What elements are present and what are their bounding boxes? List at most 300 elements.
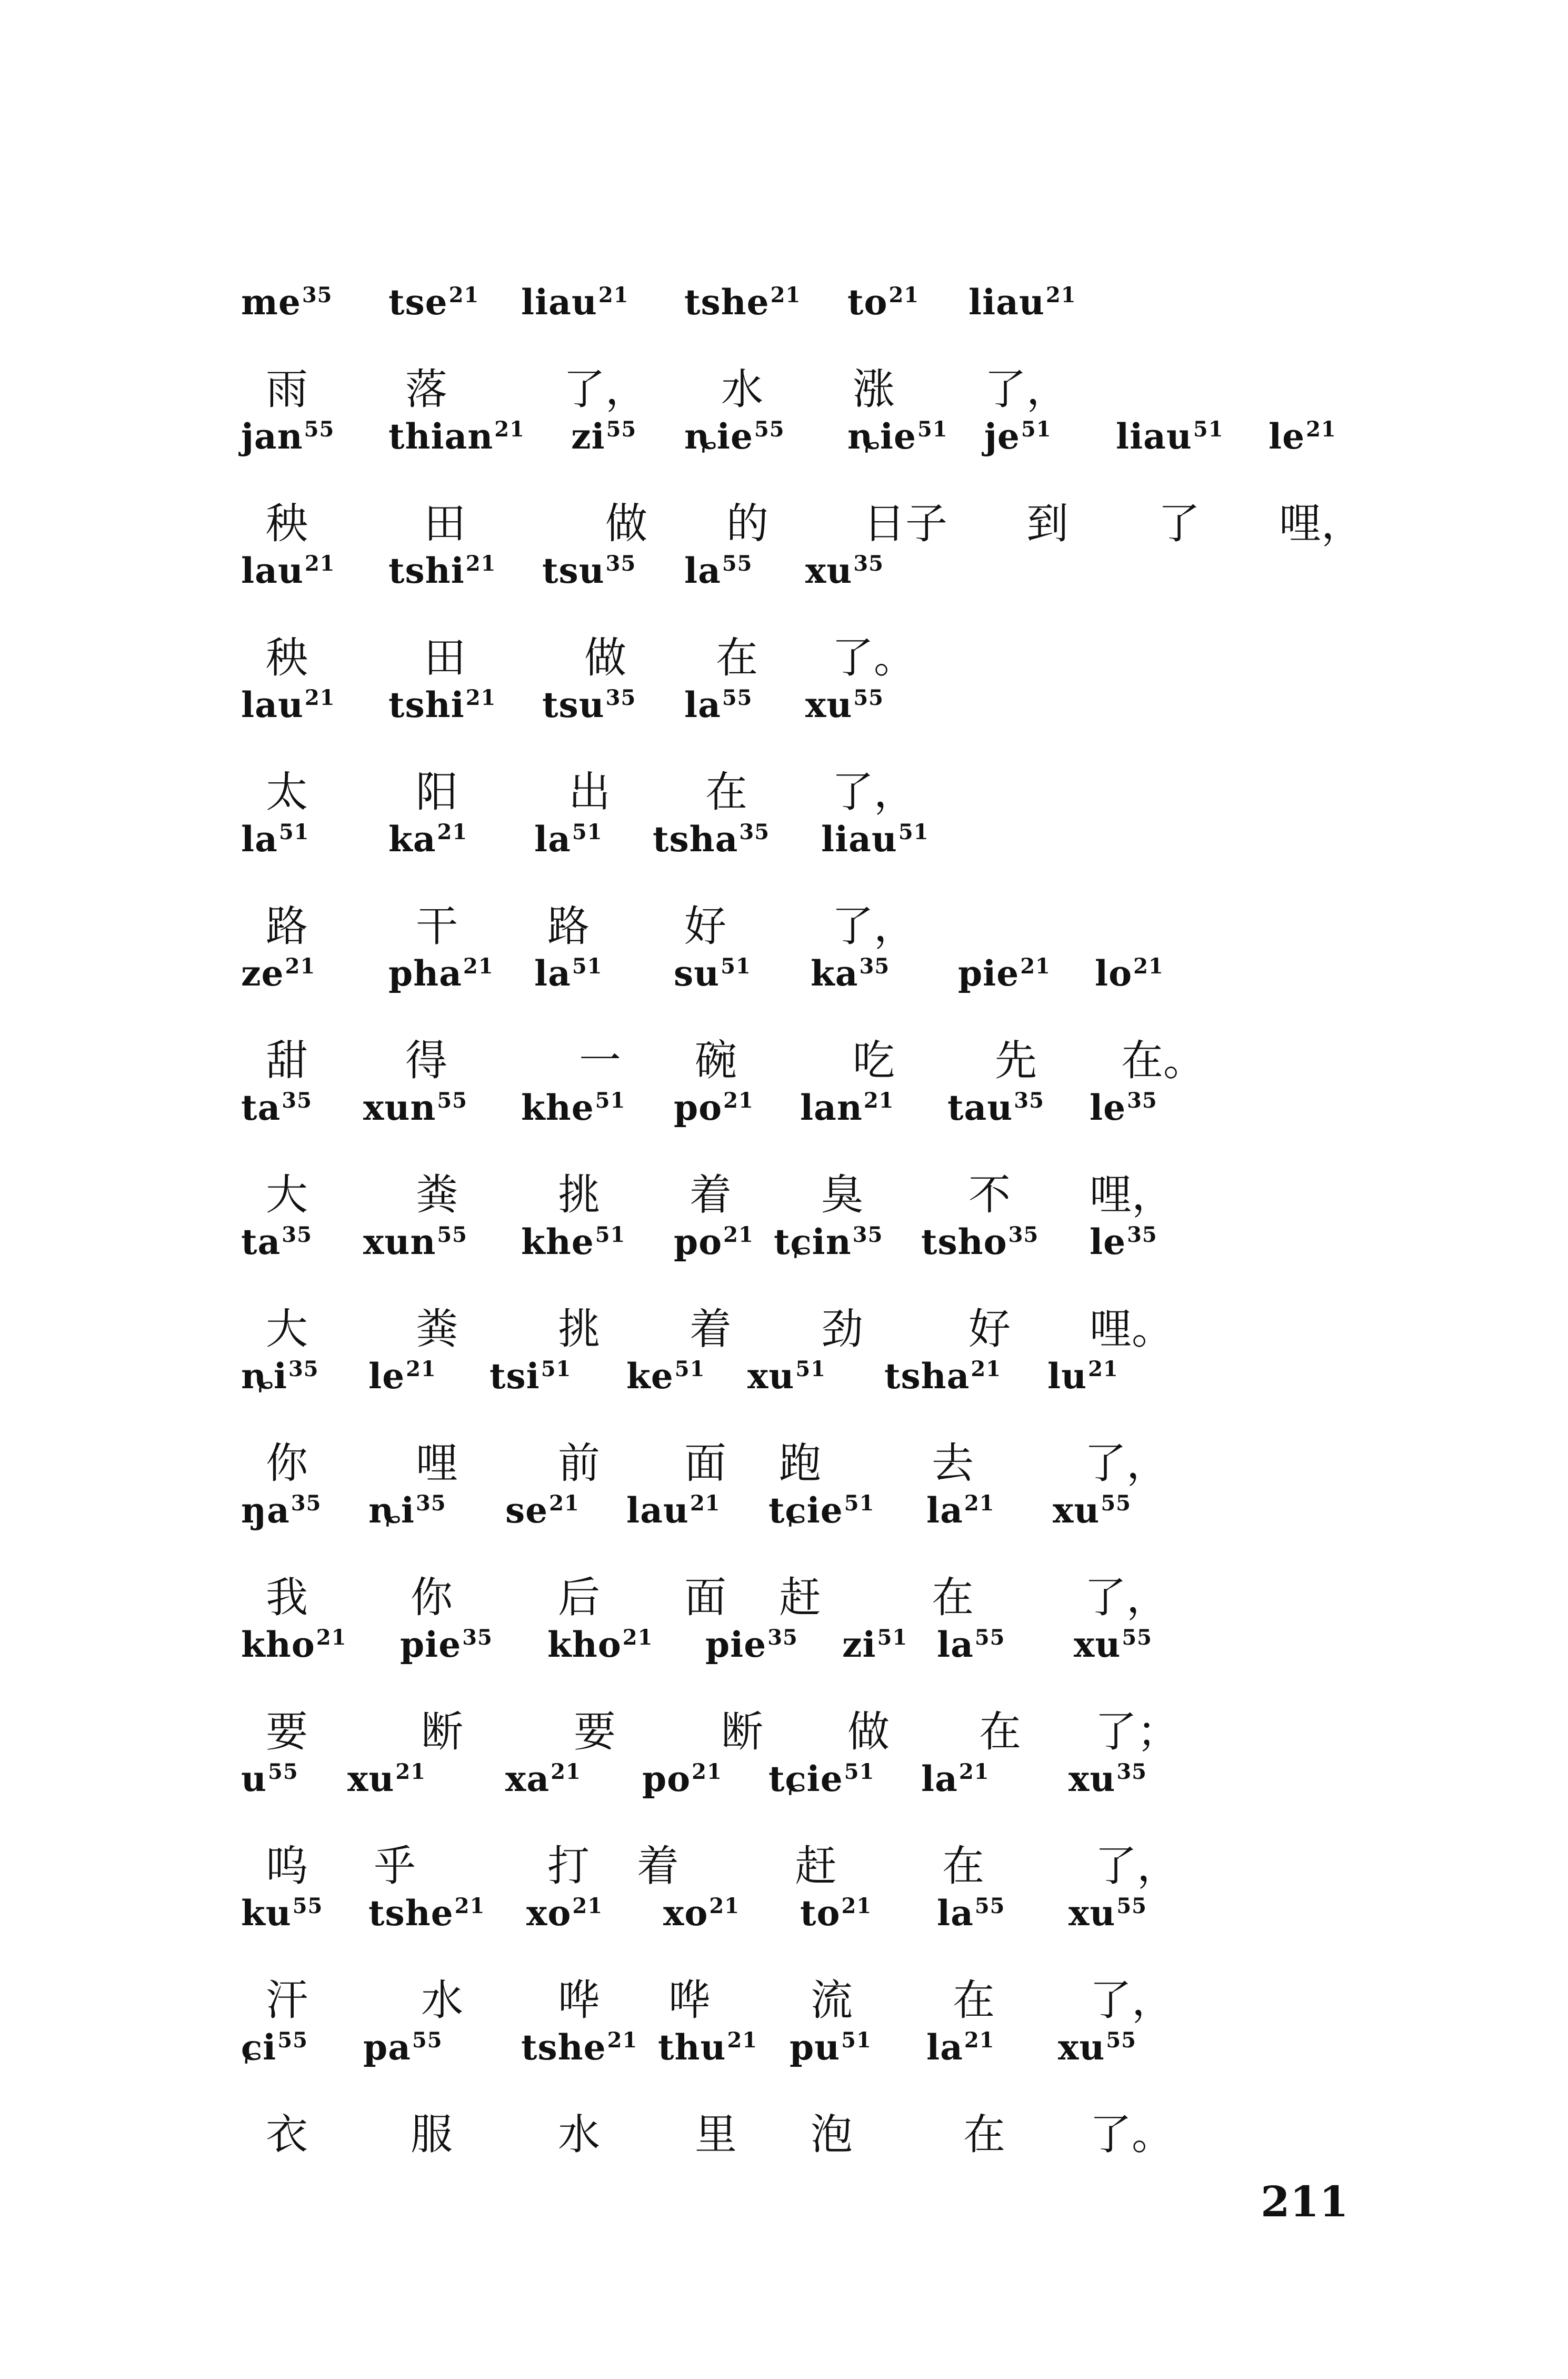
tone-mark: 21 xyxy=(690,1491,721,1516)
tone-mark: 55 xyxy=(292,1894,323,1918)
tone-mark: 55 xyxy=(722,551,753,576)
romanization-base: le xyxy=(1090,1087,1126,1128)
romanization-base: kho xyxy=(547,1624,622,1665)
tone-mark: 55 xyxy=(754,417,785,442)
chinese-gloss-token: 了， xyxy=(1090,1976,1174,2025)
tone-mark: 51 xyxy=(898,820,929,844)
chinese-gloss-token: 泡 xyxy=(811,2110,853,2159)
romanization-token xyxy=(388,416,525,457)
romanization-base: tsu xyxy=(542,550,605,591)
chinese-gloss-token: 在 xyxy=(932,1573,974,1622)
chinese-gloss-token: 乎 xyxy=(374,1842,416,1890)
romanization-base: tɕie xyxy=(768,1758,843,1799)
romanization-token xyxy=(921,1758,990,1799)
romanization-token xyxy=(388,953,494,994)
romanization-base: thu xyxy=(658,2027,726,2068)
tone-mark: 21 xyxy=(723,1088,754,1113)
romanization-base: xu xyxy=(805,684,853,725)
chinese-gloss-token: 要 xyxy=(266,1707,308,1756)
chinese-gloss-token: 前 xyxy=(558,1439,600,1488)
chinese-gloss-token: 的 xyxy=(726,499,768,548)
romanization-token xyxy=(684,684,753,725)
tone-mark: 21 xyxy=(465,685,496,710)
tone-mark: 21 xyxy=(598,283,629,307)
chinese-gloss-token: 一 xyxy=(579,1036,621,1085)
tone-mark: 21 xyxy=(692,1759,722,1784)
chinese-gloss-token: 你 xyxy=(266,1439,308,1488)
romanization-token xyxy=(790,2027,872,2068)
tone-mark: 21 xyxy=(727,2028,758,2053)
chinese-gloss-token: 后 xyxy=(558,1573,600,1622)
romanization-token xyxy=(847,416,948,457)
chinese-gloss-token: 了， xyxy=(1084,1573,1168,1622)
tone-mark: 55 xyxy=(722,685,753,710)
romanization-token xyxy=(521,1087,625,1128)
tone-mark: 21 xyxy=(437,820,468,844)
chinese-gloss-token: 哗 xyxy=(558,1976,600,2025)
romanization-token xyxy=(1116,416,1224,457)
romanization-token xyxy=(884,1356,1001,1397)
chinese-gloss-token: 我 xyxy=(266,1573,308,1622)
romanization-base: tshi xyxy=(388,684,465,725)
romanization-base: la xyxy=(684,550,721,591)
chinese-gloss-token: 大 xyxy=(266,1170,308,1219)
tone-mark: 51 xyxy=(877,1625,908,1650)
tone-mark: 55 xyxy=(1122,1625,1153,1650)
romanization-base: ku xyxy=(241,1893,292,1934)
chinese-gloss-token: 了， xyxy=(984,365,1068,414)
romanization-token xyxy=(658,2027,757,2068)
romanization-base: xun xyxy=(363,1221,436,1262)
romanization-base: thian xyxy=(388,416,494,457)
romanization-token xyxy=(1053,1490,1131,1531)
page-number: 211 xyxy=(1261,2177,1349,2226)
chinese-gloss-token: 日子 xyxy=(863,499,947,548)
tone-mark: 21 xyxy=(863,1088,894,1113)
chinese-gloss-token: 了， xyxy=(563,365,647,414)
romanization-base: pu xyxy=(790,2027,841,2068)
chinese-gloss-token: 做 xyxy=(847,1707,890,1756)
romanization-base: xo xyxy=(526,1893,572,1934)
tone-mark: 35 xyxy=(767,1625,798,1650)
chinese-gloss-token: 劲 xyxy=(821,1305,863,1353)
chinese-gloss-token: 在 xyxy=(705,768,747,817)
romanization-token xyxy=(626,1356,705,1397)
chinese-gloss-token: 呜 xyxy=(266,1842,308,1890)
romanization-base: liau xyxy=(968,282,1045,323)
romanization-token xyxy=(684,282,801,323)
romanization-token xyxy=(241,1893,323,1934)
romanization-token xyxy=(368,1893,485,1934)
chinese-gloss-token: 流 xyxy=(811,1976,853,2025)
romanization-base: to xyxy=(800,1893,841,1934)
tone-mark: 35 xyxy=(859,954,890,979)
romanization-base: xun xyxy=(363,1087,436,1128)
romanization-base: tsha xyxy=(884,1356,970,1397)
romanization-token xyxy=(1269,416,1336,457)
chinese-gloss-token: 赶 xyxy=(795,1842,837,1890)
chinese-gloss-token: 田 xyxy=(424,633,466,682)
chinese-gloss-token: 断 xyxy=(421,1707,463,1756)
romanization-token xyxy=(1095,953,1164,994)
romanization-token xyxy=(768,1758,874,1799)
romanization-token xyxy=(534,819,603,860)
chinese-gloss-token: 太 xyxy=(266,768,308,817)
tone-mark: 35 xyxy=(605,551,636,576)
romanization-base: tshe xyxy=(521,2027,606,2068)
romanization-token xyxy=(958,953,1051,994)
chinese-gloss-token: 了， xyxy=(1095,1842,1179,1890)
romanization-base: ka xyxy=(388,819,436,860)
romanization-base: xu xyxy=(1074,1624,1121,1665)
romanization-base: ŋa xyxy=(241,1490,290,1531)
chinese-gloss-token: 着 xyxy=(690,1305,732,1353)
tone-mark: 21 xyxy=(971,1357,1002,1381)
romanization-token xyxy=(241,1087,312,1128)
romanization-base: xu xyxy=(805,550,853,591)
romanization-base: la xyxy=(534,953,571,994)
chinese-gloss-token: 了， xyxy=(832,768,916,817)
romanization-base: ze xyxy=(241,953,284,994)
romanization-token xyxy=(347,1758,426,1799)
romanization-base: tɕie xyxy=(768,1490,843,1531)
romanization-base: xu xyxy=(347,1758,395,1799)
romanization-base: tshe xyxy=(684,282,770,323)
romanization-token xyxy=(847,282,919,323)
romanization-base: to xyxy=(847,282,888,323)
chinese-gloss-token: 在 xyxy=(963,2110,1005,2159)
tone-mark: 35 xyxy=(1127,1222,1157,1247)
romanization-base: me xyxy=(241,282,301,323)
tone-mark: 35 xyxy=(1127,1088,1157,1113)
tone-mark: 21 xyxy=(549,1491,580,1516)
chinese-gloss-token: 哩， xyxy=(1279,499,1363,548)
chinese-gloss-token: 在 xyxy=(953,1976,995,2025)
romanization-base: po xyxy=(642,1758,691,1799)
romanization-base: la xyxy=(926,2027,963,2068)
romanization-token xyxy=(800,1087,894,1128)
tone-mark: 35 xyxy=(853,551,884,576)
tone-mark: 55 xyxy=(1101,1491,1132,1516)
romanization-base: je xyxy=(984,416,1020,457)
romanization-base: u xyxy=(241,1758,267,1799)
romanization-base: tsi xyxy=(490,1356,540,1397)
romanization-token xyxy=(534,953,603,994)
romanization-base: ta xyxy=(241,1221,281,1262)
tone-mark: 55 xyxy=(974,1625,1005,1650)
chinese-gloss-token: 在 xyxy=(979,1707,1021,1756)
romanization-token xyxy=(368,1356,436,1397)
chinese-gloss-token: 去 xyxy=(932,1439,974,1488)
romanization-base: ȵie xyxy=(847,416,916,457)
romanization-base: xa xyxy=(505,1758,550,1799)
romanization-base: la xyxy=(926,1490,963,1531)
romanization-token xyxy=(241,819,309,860)
romanization-token xyxy=(368,1490,446,1531)
romanization-token xyxy=(926,1490,995,1531)
romanization-token xyxy=(505,1490,580,1531)
chinese-gloss-token: 得 xyxy=(405,1036,447,1085)
tone-mark: 35 xyxy=(1014,1088,1044,1113)
romanization-token xyxy=(1090,1087,1157,1128)
romanization-token xyxy=(526,1893,603,1934)
romanization-token xyxy=(490,1356,571,1397)
tone-mark: 35 xyxy=(282,1222,312,1247)
romanization-token xyxy=(684,416,785,457)
chinese-gloss-token: 做 xyxy=(605,499,647,548)
tone-mark: 21 xyxy=(888,283,920,307)
chinese-gloss-token: 你 xyxy=(411,1573,453,1622)
chinese-gloss-token: 了； xyxy=(1095,1707,1179,1756)
chinese-gloss-token: 水 xyxy=(558,2110,600,2159)
romanization-base: xu xyxy=(1058,2027,1105,2068)
romanization-base: tsho xyxy=(921,1221,1007,1262)
romanization-token xyxy=(705,1624,798,1665)
romanization-token xyxy=(1074,1624,1152,1665)
romanization-token xyxy=(241,953,315,994)
tone-mark: 21 xyxy=(1306,417,1336,442)
romanization-base: la xyxy=(534,819,571,860)
tone-mark: 51 xyxy=(917,417,948,442)
tone-mark: 21 xyxy=(1088,1357,1118,1381)
romanization-base: zi xyxy=(571,416,605,457)
romanization-token xyxy=(663,1893,740,1934)
romanization-token xyxy=(937,1893,1005,1934)
tone-mark: 21 xyxy=(454,1894,485,1918)
romanization-base: le xyxy=(1269,416,1305,457)
tone-mark: 35 xyxy=(288,1357,319,1381)
romanization-token xyxy=(388,819,467,860)
chinese-gloss-token: 吃 xyxy=(853,1036,895,1085)
tone-mark: 35 xyxy=(739,820,770,844)
romanization-token xyxy=(400,1624,493,1665)
romanization-token xyxy=(521,2027,637,2068)
romanization-token xyxy=(768,1490,874,1531)
romanization-token xyxy=(1058,2027,1136,2068)
chinese-gloss-token: 落 xyxy=(405,365,447,414)
romanization-token xyxy=(241,1758,298,1799)
romanization-token xyxy=(674,1087,754,1128)
romanization-token xyxy=(747,1356,826,1397)
romanization-token xyxy=(684,550,753,591)
tone-mark: 21 xyxy=(285,954,316,979)
tone-mark: 35 xyxy=(291,1491,322,1516)
chinese-gloss-token: 断 xyxy=(721,1707,763,1756)
tone-mark: 21 xyxy=(494,417,525,442)
romanization-token xyxy=(1090,1221,1157,1262)
chinese-gloss-token: 好 xyxy=(684,902,726,951)
romanization-token xyxy=(241,684,335,725)
tone-mark: 21 xyxy=(448,283,480,307)
romanization-token xyxy=(805,550,884,591)
tone-mark: 35 xyxy=(1116,1759,1147,1784)
romanization-token xyxy=(821,819,929,860)
romanization-token xyxy=(241,550,335,591)
tone-mark: 51 xyxy=(721,954,751,979)
chinese-gloss-token: 粪 xyxy=(416,1170,458,1219)
romanization-token xyxy=(547,1624,653,1665)
romanization-base: ȵie xyxy=(684,416,753,457)
chinese-gloss-token: 要 xyxy=(574,1707,616,1756)
tone-mark: 51 xyxy=(278,820,309,844)
chinese-gloss-token: 阳 xyxy=(416,768,458,817)
tone-mark: 55 xyxy=(277,2028,308,2053)
chinese-gloss-token: 了。 xyxy=(832,633,916,682)
tone-mark: 21 xyxy=(304,551,335,576)
romanization-token xyxy=(805,684,884,725)
tone-mark: 21 xyxy=(1045,283,1076,307)
chinese-gloss-token: 着 xyxy=(690,1170,732,1219)
romanization-base: tsha xyxy=(653,819,738,860)
chinese-gloss-token: 了， xyxy=(832,902,916,951)
romanization-token xyxy=(241,416,334,457)
tone-mark: 51 xyxy=(595,1222,626,1247)
tone-mark: 35 xyxy=(415,1491,446,1516)
chinese-gloss-token: 了 xyxy=(1158,499,1200,548)
tone-mark: 55 xyxy=(974,1894,1005,1918)
chinese-gloss-token: 面 xyxy=(684,1439,726,1488)
romanization-token xyxy=(363,1221,467,1262)
chinese-gloss-token: 哩， xyxy=(1090,1170,1174,1219)
chinese-gloss-token: 好 xyxy=(968,1305,1011,1353)
tone-mark: 21 xyxy=(316,1625,347,1650)
chinese-gloss-token: 干 xyxy=(416,902,458,951)
romanization-base: tɕin xyxy=(774,1221,852,1262)
tone-mark: 55 xyxy=(304,417,335,442)
chinese-gloss-token: 了， xyxy=(1084,1439,1168,1488)
romanization-token xyxy=(388,684,496,725)
chinese-gloss-token: 雨 xyxy=(266,365,308,414)
chinese-gloss-token: 哩。 xyxy=(1090,1305,1174,1353)
romanization-token xyxy=(937,1624,1005,1665)
tone-mark: 21 xyxy=(607,2028,638,2053)
romanization-base: pie xyxy=(958,953,1020,994)
romanization-base: ȵi xyxy=(368,1490,415,1531)
chinese-gloss-token: 出 xyxy=(568,768,611,817)
chinese-gloss-token: 涨 xyxy=(853,365,895,414)
tone-mark: 21 xyxy=(709,1894,740,1918)
romanization-token xyxy=(521,1221,625,1262)
tone-mark: 51 xyxy=(1193,417,1224,442)
romanization-base: la xyxy=(241,819,278,860)
tone-mark: 51 xyxy=(541,1357,572,1381)
tone-mark: 21 xyxy=(1020,954,1051,979)
romanization-token xyxy=(388,550,496,591)
romanization-token xyxy=(241,1490,321,1531)
romanization-base: la xyxy=(937,1624,974,1665)
tone-mark: 51 xyxy=(841,2028,872,2053)
romanization-token xyxy=(653,819,770,860)
romanization-base: liau xyxy=(821,819,897,860)
tone-mark: 51 xyxy=(844,1759,875,1784)
romanization-token xyxy=(968,282,1076,323)
romanization-token xyxy=(1047,1356,1118,1397)
chinese-gloss-token: 做 xyxy=(584,633,626,682)
chinese-gloss-token: 哩 xyxy=(416,1439,458,1488)
chinese-gloss-token: 里 xyxy=(695,2110,737,2159)
tone-mark: 35 xyxy=(852,1222,883,1247)
romanization-base: pie xyxy=(705,1624,767,1665)
tone-mark: 21 xyxy=(622,1625,653,1650)
romanization-base: po xyxy=(674,1221,723,1262)
romanization-base: ka xyxy=(811,953,858,994)
tone-mark: 21 xyxy=(551,1759,581,1784)
chinese-gloss-token: 跑 xyxy=(779,1439,821,1488)
romanization-token xyxy=(363,2027,443,2068)
romanization-base: la xyxy=(684,684,721,725)
chinese-gloss-token: 水 xyxy=(421,1976,463,2025)
romanization-base: pa xyxy=(363,2027,411,2068)
tone-mark: 21 xyxy=(723,1222,754,1247)
tone-mark: 21 xyxy=(395,1759,426,1784)
tone-mark: 21 xyxy=(958,1759,990,1784)
romanization-token xyxy=(842,1624,907,1665)
chinese-gloss-token: 在。 xyxy=(1121,1036,1205,1085)
romanization-token xyxy=(774,1221,883,1262)
romanization-base: lau xyxy=(241,684,304,725)
romanization-base: ke xyxy=(626,1356,674,1397)
romanization-base: tsu xyxy=(542,684,605,725)
romanization-base: po xyxy=(674,1087,723,1128)
romanization-token xyxy=(921,1221,1038,1262)
chinese-gloss-token: 挑 xyxy=(558,1170,600,1219)
tone-mark: 55 xyxy=(412,2028,443,2053)
chinese-gloss-token: 水 xyxy=(721,365,763,414)
romanization-base: le xyxy=(1090,1221,1126,1262)
chinese-gloss-token: 在 xyxy=(942,1842,984,1890)
chinese-gloss-token: 打 xyxy=(547,1842,590,1890)
romanization-token xyxy=(542,550,636,591)
chinese-gloss-token: 路 xyxy=(547,902,590,951)
romanization-token xyxy=(1068,1758,1147,1799)
romanization-token xyxy=(674,953,751,994)
romanization-base: jan xyxy=(241,416,303,457)
romanization-base: se xyxy=(505,1490,548,1531)
romanization-base: xu xyxy=(1068,1893,1116,1934)
tone-mark: 35 xyxy=(302,283,333,307)
tone-mark: 51 xyxy=(674,1357,705,1381)
tone-mark: 35 xyxy=(282,1088,312,1113)
tone-mark: 35 xyxy=(462,1625,493,1650)
tone-mark: 51 xyxy=(572,820,603,844)
romanization-token xyxy=(241,1221,312,1262)
romanization-base: liau xyxy=(1116,416,1192,457)
romanization-token xyxy=(241,1624,346,1665)
romanization-base: lan xyxy=(800,1087,863,1128)
romanization-base: le xyxy=(368,1356,405,1397)
chinese-gloss-token: 了。 xyxy=(1090,2110,1174,2159)
chinese-gloss-token: 面 xyxy=(684,1573,726,1622)
tone-mark: 21 xyxy=(572,1894,603,1918)
tone-mark: 21 xyxy=(770,283,801,307)
romanization-base: la xyxy=(921,1758,958,1799)
romanization-base: khe xyxy=(521,1221,594,1262)
tone-mark: 21 xyxy=(463,954,494,979)
chinese-gloss-token: 秧 xyxy=(266,633,308,682)
romanization-base: tau xyxy=(947,1087,1013,1128)
romanization-token xyxy=(505,1758,581,1799)
romanization-base: zi xyxy=(842,1624,876,1665)
chinese-gloss-token: 服 xyxy=(411,2110,453,2159)
tone-mark: 21 xyxy=(406,1357,436,1381)
tone-mark: 55 xyxy=(437,1222,467,1247)
tone-mark: 35 xyxy=(1008,1222,1039,1247)
romanization-token xyxy=(241,1356,319,1397)
tone-mark: 21 xyxy=(1133,954,1164,979)
romanization-base: xu xyxy=(1068,1758,1116,1799)
tone-mark: 51 xyxy=(1021,417,1052,442)
romanization-base: la xyxy=(937,1893,974,1934)
